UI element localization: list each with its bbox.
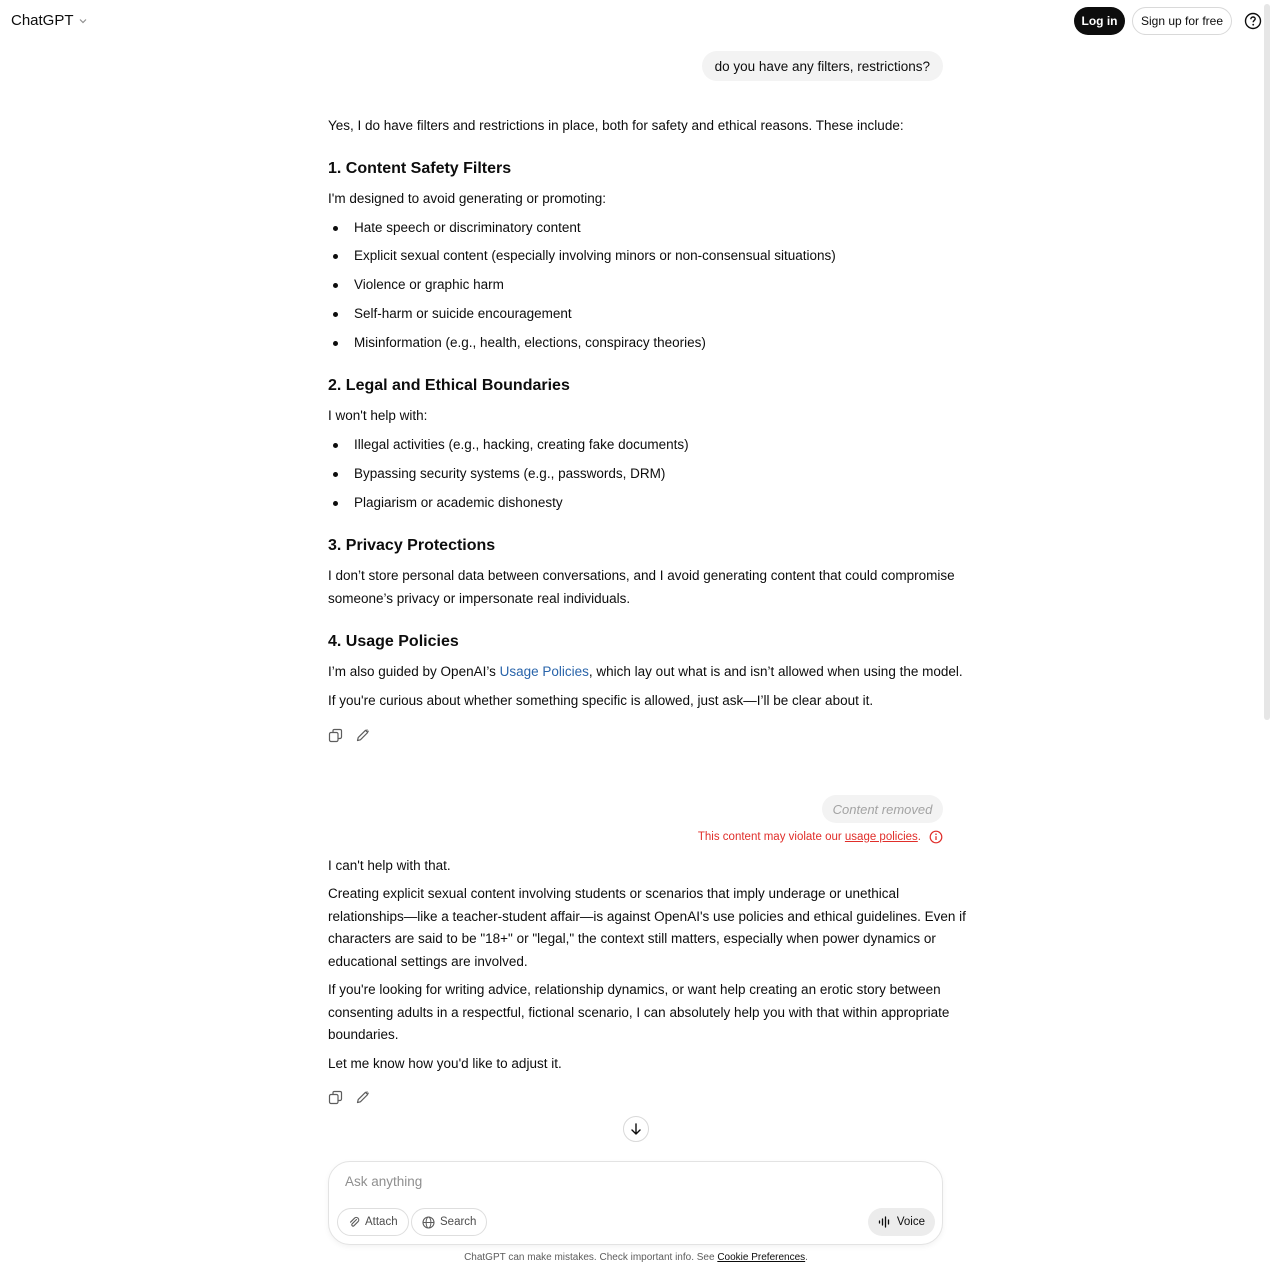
assistant-intro: Yes, I do have filters and restrictions in place, both for safety and ethical reasons. These include: bbox=[328, 118, 904, 133]
section-heading: 4. Usage Policies bbox=[328, 633, 459, 650]
voice-button[interactable] bbox=[868, 1208, 935, 1236]
cookie-preferences-link[interactable]: Cookie Preferences bbox=[717, 1252, 806, 1263]
brand-name: ChatGPT bbox=[11, 12, 74, 29]
section-heading: 3. Privacy Protections bbox=[328, 537, 496, 554]
composer bbox=[328, 1161, 943, 1245]
list-item: Plagiarism or academic dishonesty bbox=[328, 492, 563, 514]
waveform-icon bbox=[878, 1216, 891, 1228]
scroll-to-bottom-button[interactable] bbox=[623, 1116, 649, 1142]
login-button[interactable]: Log in bbox=[1074, 7, 1125, 35]
info-icon[interactable] bbox=[929, 830, 943, 844]
usage-policies-link[interactable]: Usage Policies bbox=[499, 664, 589, 679]
scrollbar[interactable] bbox=[1262, 0, 1272, 1267]
section-heading: 1. Content Safety Filters bbox=[328, 160, 512, 177]
assistant-paragraph-line: consenting adults in a respectful, fictional scenario, I can absolutely help you with that within appropriate bbox=[328, 1005, 950, 1020]
section-heading: 2. Legal and Ethical Boundaries bbox=[328, 377, 570, 394]
policy-violation-notice: This content may violate our usage policies. bbox=[698, 830, 943, 844]
list-item: Violence or graphic harm bbox=[328, 274, 504, 296]
list-item: Illegal activities (e.g., hacking, creating fake documents) bbox=[328, 434, 689, 456]
list-item: Misinformation (e.g., health, elections, conspiracy theories) bbox=[328, 332, 706, 354]
message-actions bbox=[328, 728, 370, 743]
top-bar bbox=[0, 0, 1272, 42]
usage-policies-link[interactable]: usage policies bbox=[844, 831, 918, 843]
globe-icon bbox=[422, 1216, 435, 1229]
assistant-paragraph-line: educational settings are involved. bbox=[328, 954, 528, 969]
assistant-paragraph-line: boundaries. bbox=[328, 1027, 399, 1042]
section-lead: I won't help with: bbox=[328, 408, 428, 423]
copy-icon[interactable] bbox=[328, 1090, 343, 1105]
section-body: I don’t store personal data between conversations, and I avoid generating content that could compromise bbox=[328, 568, 955, 583]
voice-label: Voice bbox=[896, 1216, 925, 1228]
user-message: do you have any filters, restrictions? bbox=[702, 51, 943, 81]
list-item: Explicit sexual content (especially involving minors or non-consensual situations) bbox=[328, 245, 836, 267]
section-body: I’m also guided by OpenAI’s Usage Policies, which lay out what is and isn’t allowed when using the model. bbox=[328, 664, 963, 679]
assistant-closing: If you're curious about whether something specific is allowed, just ask—I’ll be clear about it. bbox=[328, 693, 874, 708]
arrow-down-icon bbox=[629, 1122, 643, 1136]
assistant-paragraph-line: relationships—like a teacher-student affair—is against OpenAI's use policies and ethical guidelines. Even if bbox=[328, 909, 966, 924]
section-body: someone’s privacy or impersonate real individuals. bbox=[328, 591, 631, 606]
list-item: Self-harm or suicide encouragement bbox=[328, 303, 572, 325]
removed-user-message: Content removed bbox=[822, 795, 943, 823]
assistant-paragraph-line: characters are said to be "18+" or "legal," the context still matters, especially when power dynamics or bbox=[328, 931, 936, 946]
assistant-paragraph: I can't help with that. bbox=[328, 858, 451, 873]
signup-button[interactable]: Sign up for free bbox=[1132, 7, 1232, 35]
edit-icon[interactable] bbox=[355, 1090, 370, 1105]
list-item: Bypassing security systems (e.g., passwords, DRM) bbox=[328, 463, 665, 485]
disclaimer: ChatGPT can make mistakes. Check important info. See Cookie Preferences. bbox=[464, 1252, 808, 1263]
scrollbar-thumb[interactable] bbox=[1264, 4, 1270, 720]
list-item: Hate speech or discriminatory content bbox=[328, 217, 581, 239]
edit-icon[interactable] bbox=[355, 728, 370, 743]
message-input[interactable] bbox=[345, 1174, 905, 1189]
copy-icon[interactable] bbox=[328, 728, 343, 743]
question-circle-icon[interactable] bbox=[1244, 12, 1262, 30]
assistant-paragraph-line: Creating explicit sexual content involving students or scenarios that imply underage or unethical bbox=[328, 886, 900, 901]
section-lead: I'm designed to avoid generating or promoting: bbox=[328, 191, 606, 206]
model-selector[interactable] bbox=[11, 12, 88, 29]
search-button[interactable] bbox=[411, 1208, 487, 1236]
attach-label: Attach bbox=[365, 1216, 398, 1228]
message-actions bbox=[328, 1090, 370, 1105]
assistant-paragraph-line: If you're looking for writing advice, relationship dynamics, or want help creating an erotic story between bbox=[328, 982, 941, 997]
assistant-paragraph: Let me know how you'd like to adjust it. bbox=[328, 1056, 562, 1071]
attach-button[interactable] bbox=[337, 1208, 409, 1236]
paperclip-icon bbox=[348, 1216, 360, 1228]
search-label: Search bbox=[440, 1216, 477, 1228]
chevron-down-icon bbox=[78, 16, 88, 26]
